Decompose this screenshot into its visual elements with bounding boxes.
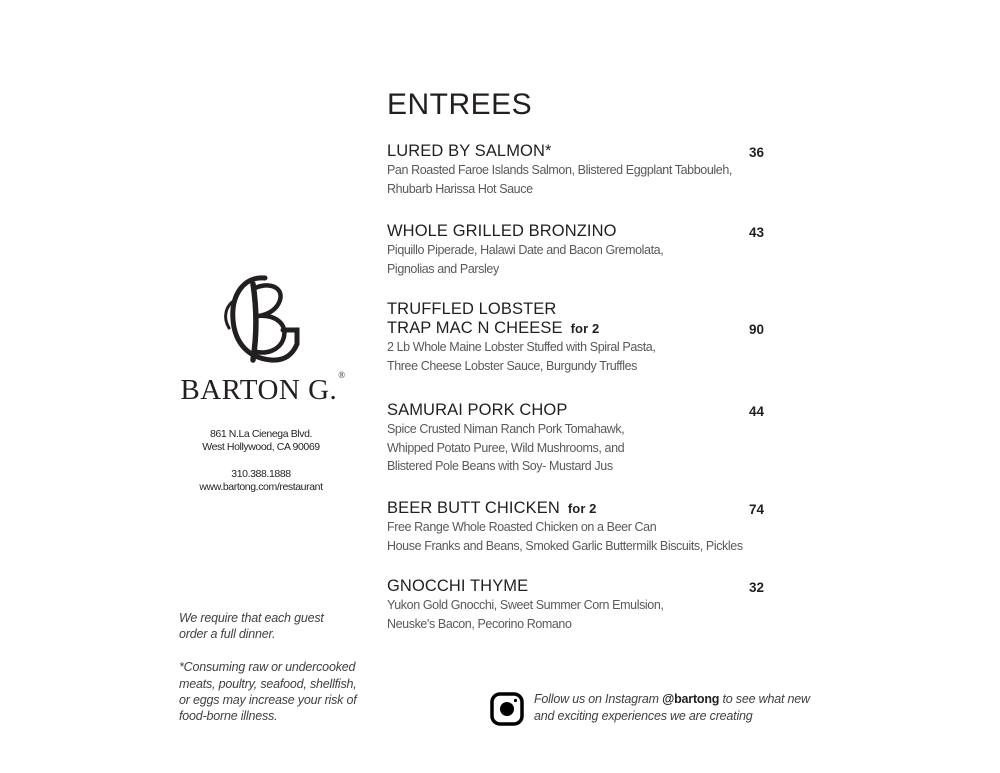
dinner-requirement-line-1: We require that each guest — [179, 611, 324, 625]
food-warning-line-1: *Consuming raw or undercooked — [179, 660, 356, 675]
item-description-line-2: House Franks and Beans, Smoked Garlic Buttermilk Biscuits, Pickles — [387, 538, 743, 553]
address-city: West Hollywood, CA 90069 — [202, 441, 320, 453]
instagram-line-1: Follow us on Instagram @bartong to see what new — [534, 692, 810, 706]
item-price: 43 — [749, 225, 765, 240]
instagram-icon[interactable] — [490, 692, 524, 726]
food-warning-line-4: food-borne illness. — [179, 709, 278, 724]
dinner-requirement-line-2: order a full dinner. — [179, 627, 276, 642]
menu-item — [387, 499, 777, 555]
menu-item — [387, 142, 777, 198]
item-price: 44 — [749, 404, 765, 419]
restaurant-address — [178, 428, 344, 494]
item-description-line-1: Spice Crusted Niman Ranch Pork Tomahawk, — [387, 422, 625, 436]
item-name: WHOLE GRILLED BRONZINO — [387, 222, 617, 240]
item-description-line-1: 2 Lb Whole Maine Lobster Stuffed with Spiral Pasta, — [387, 340, 656, 354]
item-description-line-1: Piquillo Piperade, Halawi Date and Bacon Gremolata, — [387, 243, 664, 257]
serving-size-badge: for 2 — [570, 321, 600, 336]
dining-notes — [179, 610, 379, 724]
item-price: 90 — [749, 322, 765, 337]
item-description-line-3: Blistered Pole Beans with Soy- Mustard Jus — [387, 459, 613, 473]
website-link[interactable]: www.bartong.com/restaurant — [199, 481, 323, 493]
address-street: 861 N.La Cienega Blvd. — [209, 428, 313, 440]
item-price: 36 — [749, 145, 765, 160]
item-name-line-2 — [387, 319, 777, 338]
menu-item — [387, 222, 777, 278]
brand-logo — [178, 270, 348, 407]
instagram-line-2: and exciting experiences we are creating — [534, 709, 753, 723]
registered-mark: ® — [338, 370, 346, 380]
brand-name: BARTON G.® — [180, 370, 346, 406]
item-description-line-1: Free Range Whole Roasted Chicken on a Beer Can — [387, 520, 657, 534]
item-description-line-2: Pignolias and Parsley — [387, 261, 499, 276]
menu-heading: ENTREES — [387, 88, 533, 121]
instagram-promo — [490, 690, 830, 730]
instagram-text — [534, 691, 810, 725]
item-name: LURED BY SALMON* — [387, 142, 552, 160]
menu-item — [387, 300, 777, 375]
item-name-text: BEER BUTT CHICKEN — [387, 499, 560, 517]
instagram-handle[interactable]: @bartong — [662, 692, 720, 706]
item-description-line-2: Whipped Potato Puree, Wild Mushrooms, and — [387, 440, 625, 455]
bg-monogram-icon — [213, 270, 313, 370]
item-description-line-2: Rhubarb Harissa Hot Sauce — [387, 181, 533, 196]
phone-number: 310.388.1888 — [231, 468, 291, 480]
menu-item — [387, 401, 777, 476]
item-description-line-1: Pan Roasted Faroe Islands Salmon, Blistered Eggplant Tabbouleh, — [387, 163, 732, 177]
serving-size-badge: for 2 — [567, 501, 597, 516]
food-warning-line-2: meats, poultry, seafood, shellfish, — [179, 676, 357, 691]
item-name: SAMURAI PORK CHOP — [387, 401, 568, 419]
item-price: 32 — [749, 580, 765, 595]
food-warning-line-3: or eggs may increase your risk of — [179, 692, 357, 707]
item-name-text: TRAP MAC N CHEESE — [387, 319, 563, 337]
item-price: 74 — [749, 502, 765, 517]
item-name: GNOCCHI THYME — [387, 577, 529, 595]
item-name-line — [387, 499, 777, 518]
item-description-line-2: Three Cheese Lobster Sauce, Burgundy Truffles — [387, 358, 637, 373]
item-description-line-1: Yukon Gold Gnocchi, Sweet Summer Corn Emulsion, — [387, 598, 664, 612]
item-description-line-2: Neuske's Bacon, Pecorino Romano — [387, 616, 572, 631]
menu-item — [387, 577, 777, 633]
item-name-line-1: TRUFFLED LOBSTER — [387, 300, 557, 318]
